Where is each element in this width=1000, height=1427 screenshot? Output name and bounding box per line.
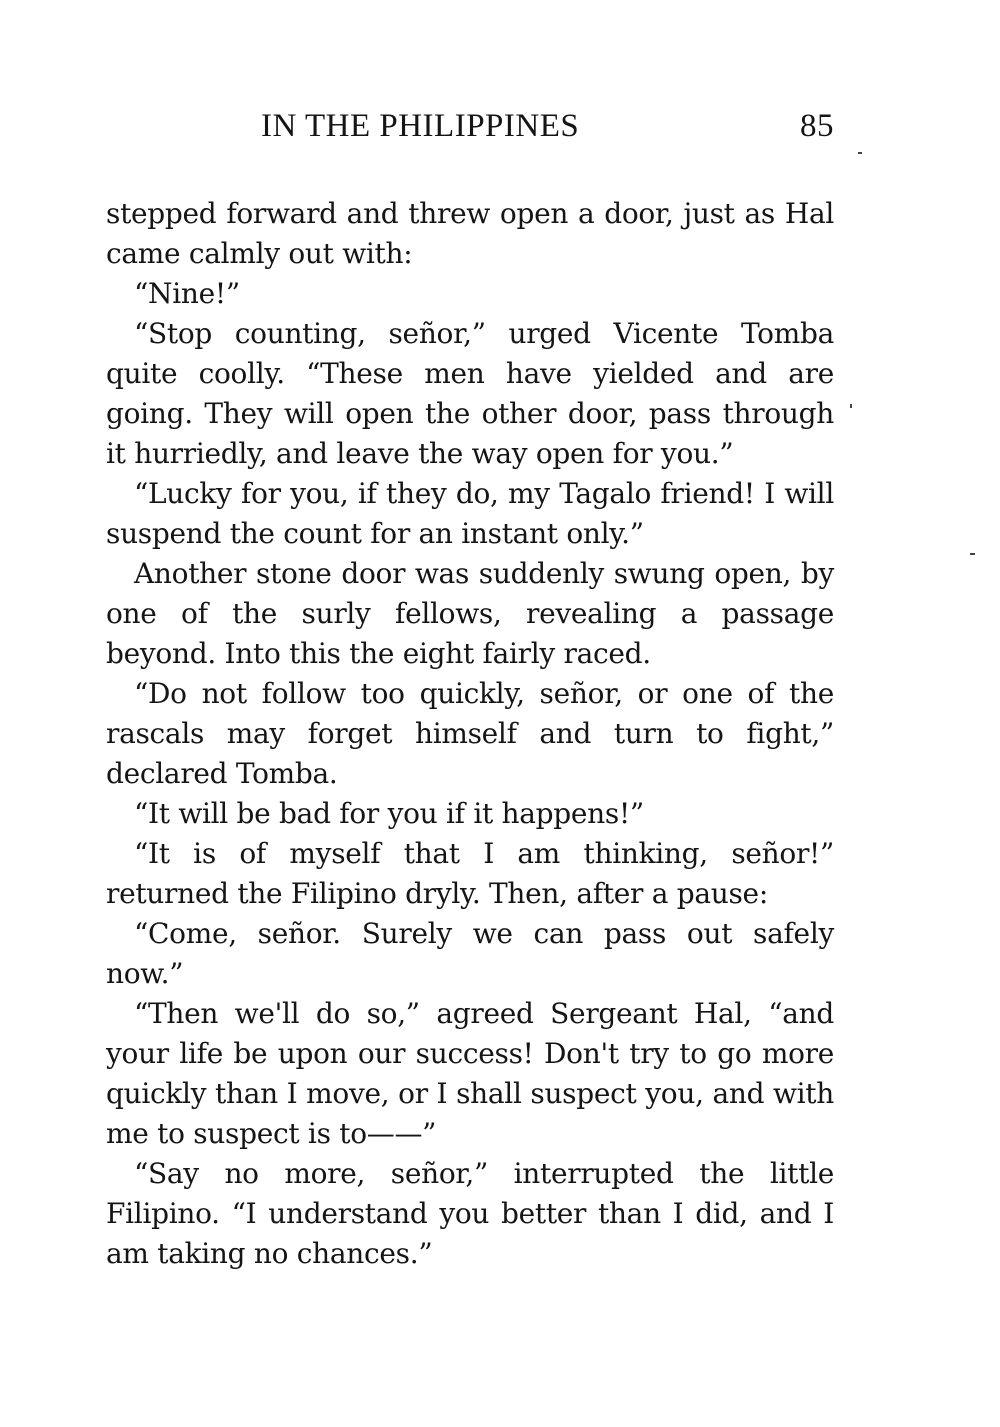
paragraph: “It will be bad for you if it happens!” <box>134 797 644 830</box>
paragraph: Another stone door was suddenly swung open, by one of the surly fellows, revealing a passage beyond. Into this the eight fairly raced. <box>106 557 834 670</box>
paragraph: “Come, señor. Surely we can pass out safely now.” <box>106 917 834 990</box>
running-head-title: IN THE PHILIPPINES <box>261 108 580 144</box>
scan-mark <box>970 553 975 555</box>
body-text <box>106 194 834 1274</box>
paragraph: “Stop counting, señor,” urged Vicente Tomba quite coolly. “These men have yielded and are going. They will open the other door, pass through it hurriedly, and leave the way open for you.” <box>106 317 834 470</box>
paragraph: “It is of myself that I am thinking, señor!” returned the Filipino dryly. Then, after a pause: <box>106 837 834 910</box>
paragraph: “Lucky for you, if they do, my Tagalo friend! I will suspend the count for an instant only.” <box>106 477 834 550</box>
paragraph: “Do not follow too quickly, señor, or one of the rascals may forget himself and turn to fight,” declared Tomba. <box>106 677 834 790</box>
scan-mark <box>850 404 852 408</box>
paragraph: “Say no more, señor,” interrupted the little Filipino. “I understand you better than I did, and I am taking no chances.” <box>106 1157 834 1270</box>
page-number: 85 <box>800 108 834 144</box>
running-head <box>106 108 834 156</box>
scan-mark <box>858 152 862 154</box>
paragraph: “Nine!” <box>134 277 240 310</box>
paragraph: “Then we'll do so,” agreed Sergeant Hal, “and your life be upon our success! Don't try to go more quickly than I move, or I shall suspect you, and with me to suspect is to——” <box>106 997 834 1150</box>
paragraph: stepped forward and threw open a door, just as Hal came calmly out with: <box>106 197 834 270</box>
